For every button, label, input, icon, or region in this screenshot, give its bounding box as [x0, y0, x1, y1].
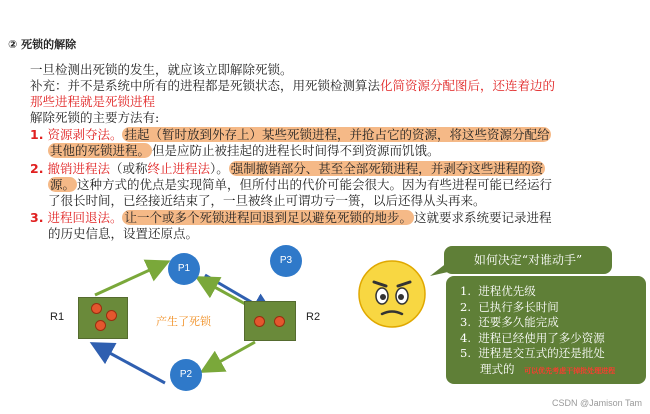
method-2-line-3: 了很长时间，已经接近结束了，一旦被终止可谓功亏一篑，以后还得从头再来。	[48, 193, 486, 208]
method-3-name: 进程回退法。	[47, 210, 123, 225]
criteria-item: 4. 进程已经使用了多少资源	[460, 330, 605, 345]
resource-r1-label: R1	[50, 311, 65, 323]
method-1-name: 资源剥夺法。	[47, 127, 123, 142]
process-p3: P3	[270, 245, 302, 277]
resource-r1-box	[78, 297, 128, 339]
resource-r2-label: R2	[306, 311, 321, 323]
method-1-highlight-1: 挂起（暂时放到外存上）某些死锁进程，并抢占它的资源，将这些资源分配给	[124, 127, 550, 142]
edge-r2-p2	[205, 342, 255, 370]
criteria-item: 1. 进程优先级	[460, 284, 536, 298]
resource-instance-dot	[274, 316, 285, 327]
method-3-highlight: 让一个或多个死锁进程回退到足以避免死锁的地步。	[124, 210, 412, 225]
method-2-alt-name: 终止进程法	[147, 161, 210, 176]
section-marker: ②	[8, 38, 18, 51]
criteria-item: 2. 已执行多长时间	[460, 299, 559, 314]
callout-title: 如何决定“对谁动手”	[473, 253, 583, 267]
intro-line: 一旦检测出死锁的发生，就应该立即解除死锁。	[30, 62, 293, 77]
supplement-highlight-1: 化简资源分配图后，还连着边的	[380, 78, 556, 93]
method-2-name: 撤销进程法	[47, 161, 110, 176]
resource-instance-dot	[91, 303, 102, 314]
process-p1: P1	[168, 253, 200, 285]
supplement-highlight-2: 那些进程就是死锁进程	[30, 94, 156, 109]
method-3-rest: 这就要求系统要记录进程	[413, 210, 552, 225]
method-2-highlight-1: 强制撤销部分、甚至全部死锁进程，并剥夺这些进程的资	[230, 161, 544, 176]
method-3-line-2: 的历史信息，设置还原点。	[48, 226, 199, 241]
criteria-item: 3. 还要多久能完成	[460, 315, 559, 329]
supplement-line-1	[30, 78, 555, 93]
criteria-item: 5. 进程是交互式的还是批处	[460, 346, 605, 360]
section-title: 死锁的解除	[21, 38, 77, 51]
method-2-line-1	[30, 161, 545, 176]
method-2-line-2	[48, 177, 552, 192]
method-2-number: 2.	[30, 161, 44, 176]
section-heading	[8, 36, 76, 52]
method-2-paren-open: （或称	[109, 161, 148, 176]
resource-instance-dot	[106, 310, 117, 321]
method-1-rest: 但是应防止被挂起的进程长时间得不到资源而饥饿。	[152, 143, 440, 158]
method-2-highlight-2: 源。	[50, 177, 76, 192]
resource-r2-box	[244, 301, 296, 341]
method-1-line-2	[48, 143, 440, 158]
method-2-rest: 这种方式的优点是实现简单，但所付出的代价可能会很大。因为有些进程可能已经运行	[77, 177, 553, 192]
method-3-line-1	[30, 210, 551, 225]
callout-title-bubble	[444, 246, 612, 274]
methods-heading: 解除死锁的主要方法有:	[30, 110, 160, 125]
criteria-list	[446, 276, 646, 384]
method-3-number: 3.	[30, 210, 44, 225]
method-1-line-1	[30, 127, 551, 142]
deadlock-center-label: 产生了死锁	[156, 315, 211, 328]
callout-small-note: 可以优先考虑干掉批处理进程	[524, 365, 616, 375]
deadlock-diagram	[0, 245, 360, 414]
resource-instance-dot	[254, 316, 265, 327]
watermark: CSDN @Jamison Tam	[552, 398, 642, 408]
edge-p2-r1	[95, 345, 165, 383]
method-1-highlight-2: 其他的死锁进程。	[50, 143, 151, 158]
worried-face-icon	[356, 258, 428, 330]
supplement-prefix: 补充：并不是系统中所有的进程都是死锁状态，用死锁检测算法	[30, 78, 381, 93]
resource-instance-dot	[95, 320, 106, 331]
criteria-item-continued: 理式的 可以优先考虑干掉批处理进程	[480, 361, 616, 376]
method-2-paren-close: ）。	[209, 161, 229, 176]
method-1-number: 1.	[30, 127, 44, 142]
process-p2: P2	[170, 359, 202, 391]
edge-r1-p1	[95, 263, 165, 295]
